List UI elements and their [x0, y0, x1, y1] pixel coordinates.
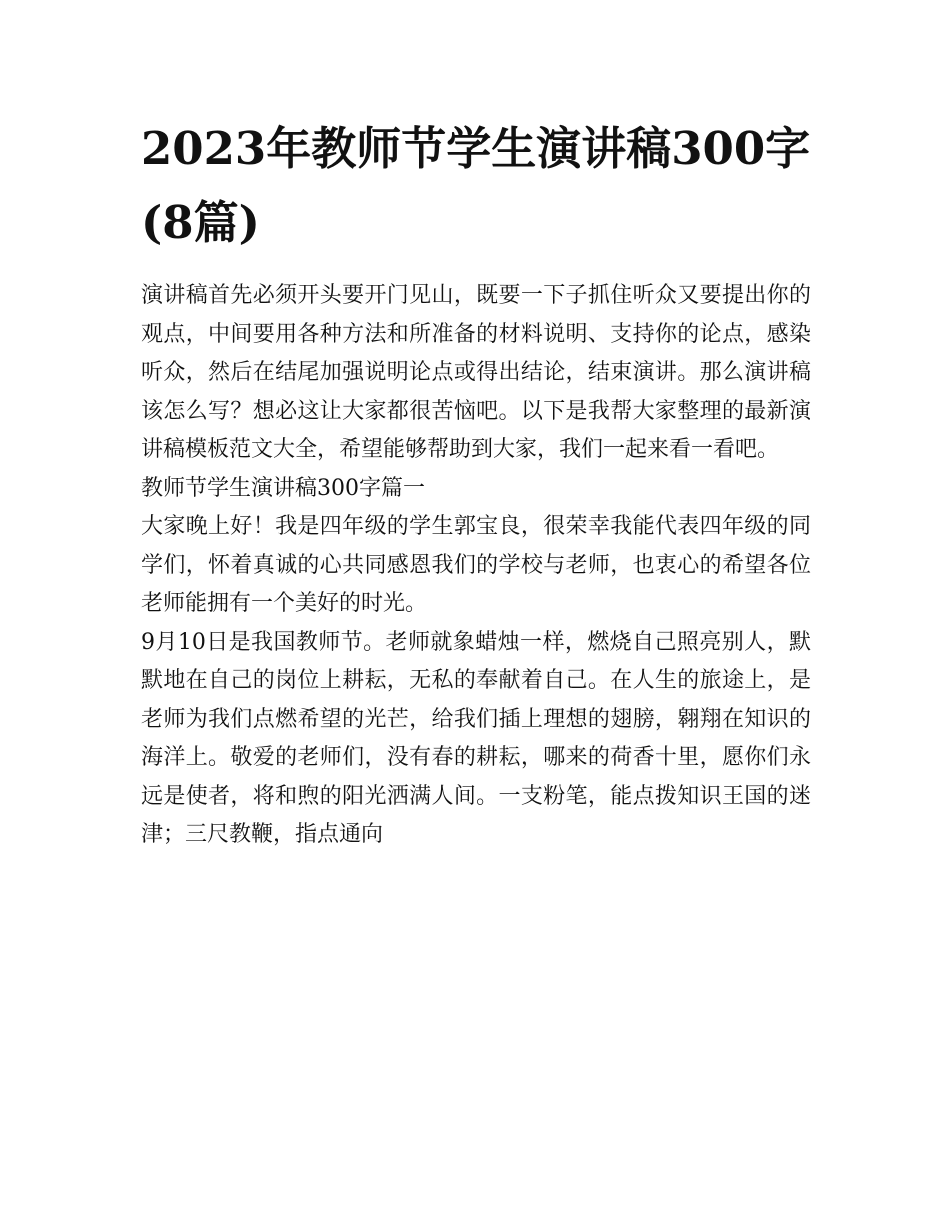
section-heading: 教师节学生演讲稿300字篇一	[141, 475, 425, 501]
document-title: 2023年教师节学生演讲稿300字(8篇)	[141, 122, 811, 249]
body-paragraph: 9月10日是我国教师节。老师就象蜡烛一样，燃烧自己照亮别人，默默地在自己的岗位上耕耘，无私的奉献着自己。在人生的旅途上，是老师为我们点燃希望的光芒，给我们插上理想的翅膀，翱翔在知识的海洋上。敬爱的老师们，没有春的耕耘，哪来的荷香十里，愿你们永远是使者，将和煦的阳光洒满人间。一支粉笔，能点拨知识王国的迷津；三尺教鞭，指点通向	[141, 629, 811, 847]
document-body	[141, 112, 811, 855]
body-paragraph: 大家晚上好！我是四年级的学生郭宝良，很荣幸我能代表四年级的同学们，怀着真诚的心共同感恩我们的学校与老师，也衷心的希望各位老师能拥有一个美好的时光。	[141, 514, 811, 616]
intro-paragraph: 演讲稿首先必须开头要开门见山，既要一下子抓住听众又要提出你的观点，中间要用各种方法和所准备的材料说明、支持你的论点，感染听众，然后在结尾加强说明论点或得出结论，结束演讲。那么演讲稿该怎么写？想必这让大家都很苦恼吧。以下是我帮大家整理的最新演讲稿模板范文大全，希望能够帮助到大家，我们一起来看一看吧。	[141, 283, 811, 462]
